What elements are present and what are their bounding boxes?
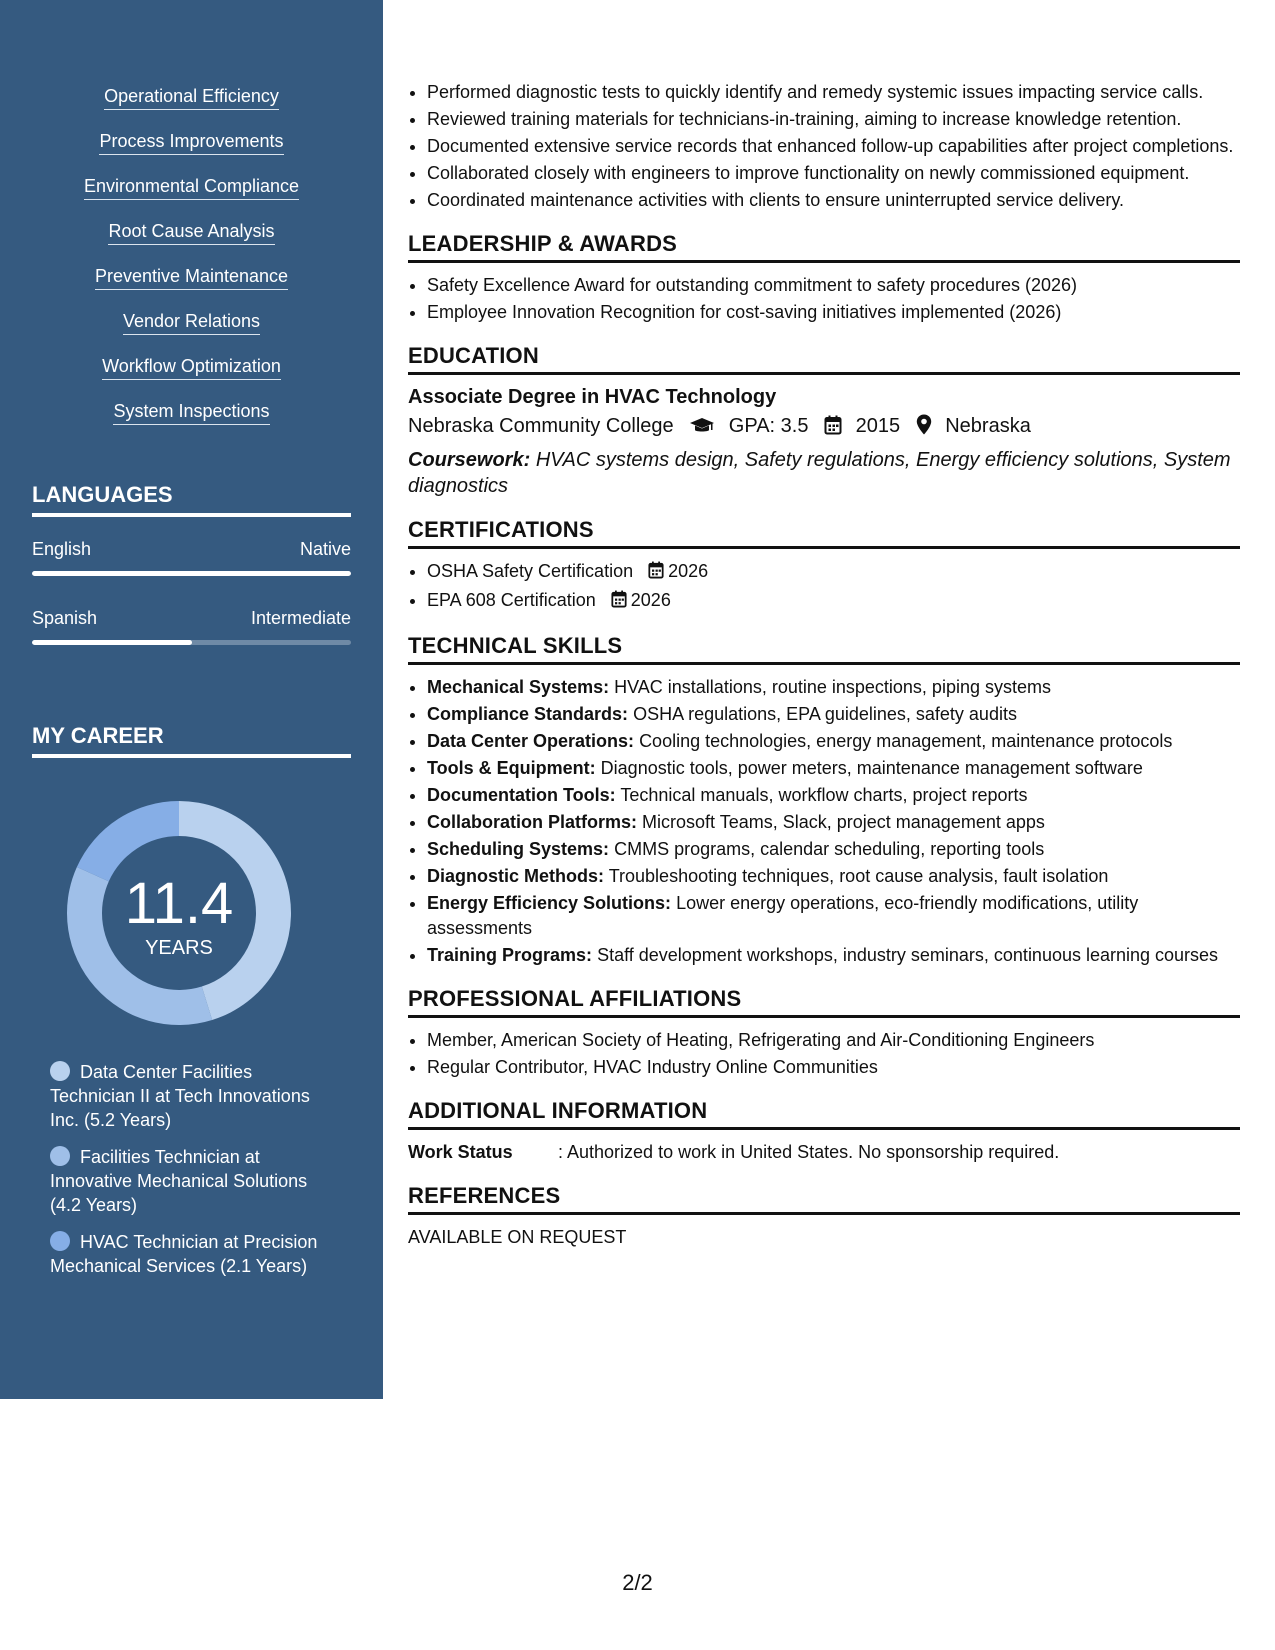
skill-tag: Operational Efficiency — [104, 86, 279, 110]
career-item-text: HVAC Technician at Precision Mechanical Services (2.1 Years) — [50, 1232, 318, 1276]
main-content — [408, 80, 1240, 1250]
page-number: 2/2 — [622, 1570, 653, 1595]
language-proficiency-bar — [32, 571, 351, 576]
career-years-label: YEARS — [145, 937, 213, 959]
skill-details: Staff development workshops, industry seminars, continuous learning courses — [597, 945, 1219, 965]
career-item-text: Data Center Facilities Technician II at Tech Innovations Inc. (5.2 Years) — [50, 1062, 310, 1130]
section-title-education: EDUCATION — [408, 343, 1240, 375]
skill-tag: Process Improvements — [99, 131, 283, 155]
skill-category: Energy Efficiency Solutions: — [427, 893, 672, 913]
list-item — [427, 588, 1240, 615]
calendar-icon — [611, 590, 627, 615]
list-item: • Employee Innovation Recognition for cost-saving initiatives implemented (2026) — [427, 300, 1240, 325]
certification-year: 2026 — [668, 561, 709, 581]
skill-category: Training Programs: — [427, 945, 593, 965]
skill-details: Diagnostic tools, power meters, maintenance management software — [600, 758, 1143, 778]
coursework — [408, 447, 1240, 499]
certification-year: 2026 — [630, 590, 671, 610]
career-legend-dot — [50, 1146, 70, 1166]
sidebar — [0, 0, 383, 1399]
list-item — [427, 783, 1240, 808]
affiliations-list — [408, 1028, 1240, 1080]
section-title-technical-skills: TECHNICAL SKILLS — [408, 633, 1240, 665]
language-name: English — [32, 539, 92, 559]
skill-tag: Preventive Maintenance — [95, 266, 288, 290]
skill-category: Compliance Standards: — [427, 704, 629, 724]
list-item: • Coordinated maintenance activities with clients to ensure uninterrupted service delivery. — [427, 188, 1240, 213]
skill-tag: Vendor Relations — [123, 311, 260, 335]
skill-category: Documentation Tools: — [427, 785, 616, 805]
language-level: Intermediate — [250, 608, 351, 628]
references-text: AVAILABLE ON REQUEST — [408, 1227, 627, 1247]
list-item: • Safety Excellence Award for outstanding commitment to safety procedures (2026) — [427, 273, 1240, 298]
career-item — [50, 1145, 340, 1217]
section-title-affiliations: PROFESSIONAL AFFILIATIONS — [408, 986, 1240, 1018]
list-item: • Performed diagnostic tests to quickly identify and remedy systemic issues impacting service calls. — [427, 80, 1240, 105]
school-name: Nebraska Community College — [408, 415, 674, 437]
calendar-icon — [648, 561, 664, 586]
skills-list — [0, 86, 383, 446]
skill-details: OSHA regulations, EPA guidelines, safety audits — [633, 704, 1017, 724]
calendar-icon — [824, 415, 842, 442]
skill-details: Troubleshooting techniques, root cause analysis, fault isolation — [608, 866, 1109, 886]
coursework-label: Coursework: — [408, 449, 531, 471]
coursework-text: HVAC systems design, Safety regulations, Energy efficiency solutions, System diagnostics — [408, 449, 1231, 497]
list-item: • Regular Contributor, HVAC Industry Online Communities — [427, 1055, 1240, 1080]
list-item — [427, 864, 1240, 889]
career-donut-segment — [77, 801, 179, 881]
degree-title: Associate Degree in HVAC Technology — [408, 386, 777, 408]
education-details — [408, 414, 1240, 442]
skill-details: Lower energy operations, eco-friendly modifications, utility assessments — [427, 893, 1139, 938]
career-heading: MY CAREER — [32, 723, 351, 758]
skill-tag: Root Cause Analysis — [108, 221, 274, 245]
skill-category: Tools & Equipment: — [427, 758, 596, 778]
section-title-leadership: LEADERSHIP & AWARDS — [408, 231, 1240, 263]
section-title-additional-info: ADDITIONAL INFORMATION — [408, 1098, 1240, 1130]
career-legend-dot — [50, 1231, 70, 1251]
list-item — [427, 559, 1240, 586]
career-legend-dot — [50, 1061, 70, 1081]
section-title-certifications: CERTIFICATIONS — [408, 517, 1240, 549]
list-item: • Documented extensive service records that enhanced follow-up capabilities after project completions. — [427, 134, 1240, 159]
skill-category: Scheduling Systems: — [427, 839, 610, 859]
section-title-references: REFERENCES — [408, 1183, 1240, 1215]
skill-details: Technical manuals, workflow charts, project reports — [620, 785, 1028, 805]
languages-heading: LANGUAGES — [32, 482, 351, 517]
experience-bullets — [408, 80, 1240, 213]
certification-name: EPA 608 Certification — [427, 590, 596, 610]
language-proficiency-bar — [32, 640, 351, 645]
career-item-text: Facilities Technician at Innovative Mechanical Solutions (4.2 Years) — [50, 1147, 308, 1215]
skill-details: Microsoft Teams, Slack, project management apps — [642, 812, 1045, 832]
list-item: • Reviewed training materials for technicians-in-training, aiming to increase knowledge retention. — [427, 107, 1240, 132]
certification-name: OSHA Safety Certification — [427, 561, 634, 581]
skill-category: Data Center Operations: — [427, 731, 635, 751]
graduation-cap-icon — [689, 417, 715, 442]
list-item — [427, 756, 1240, 781]
career-item — [50, 1060, 340, 1132]
work-status-row — [408, 1140, 1240, 1165]
skill-details: HVAC installations, routine inspections, piping systems — [614, 677, 1051, 697]
language-proficiency-fill — [32, 640, 192, 645]
skill-category: Diagnostic Methods: — [427, 866, 605, 886]
list-item — [427, 729, 1240, 754]
list-item — [427, 675, 1240, 700]
work-status-value: : Authorized to work in United States. No sponsorship required. — [558, 1142, 1060, 1162]
language-level: Native — [299, 539, 351, 559]
language-proficiency-fill — [32, 571, 351, 576]
list-item — [427, 943, 1240, 968]
list-item — [427, 810, 1240, 835]
career-donut-chart — [66, 800, 292, 1026]
career-total-years: 11.4 — [124, 871, 234, 936]
list-item: • Collaborated closely with engineers to improve functionality on newly commissioned equipment. — [427, 161, 1240, 186]
list-item — [427, 837, 1240, 862]
gpa: GPA: 3.5 — [728, 415, 809, 437]
skill-tag: Environmental Compliance — [84, 176, 299, 200]
skill-category: Collaboration Platforms: — [427, 812, 638, 832]
language-name: Spanish — [32, 608, 98, 628]
skill-category: Mechanical Systems: — [427, 677, 610, 697]
career-item — [50, 1230, 340, 1278]
certifications-list — [408, 559, 1240, 615]
skill-tag: System Inspections — [113, 401, 269, 425]
leadership-list — [408, 273, 1240, 325]
list-item: • Member, American Society of Heating, Refrigerating and Air-Conditioning Engineers — [427, 1028, 1240, 1053]
work-status-label: Work Status — [408, 1142, 513, 1162]
career-list — [50, 1060, 340, 1291]
list-item — [427, 891, 1240, 941]
location-pin-icon — [916, 414, 932, 442]
skill-details: CMMS programs, calendar scheduling, reporting tools — [614, 839, 1045, 859]
skill-details: Cooling technologies, energy management, maintenance protocols — [639, 731, 1173, 751]
technical-skills-list — [408, 675, 1240, 968]
skill-tag: Workflow Optimization — [102, 356, 281, 380]
list-item — [427, 702, 1240, 727]
school-location: Nebraska — [945, 415, 1031, 437]
graduation-year: 2015 — [855, 415, 901, 437]
